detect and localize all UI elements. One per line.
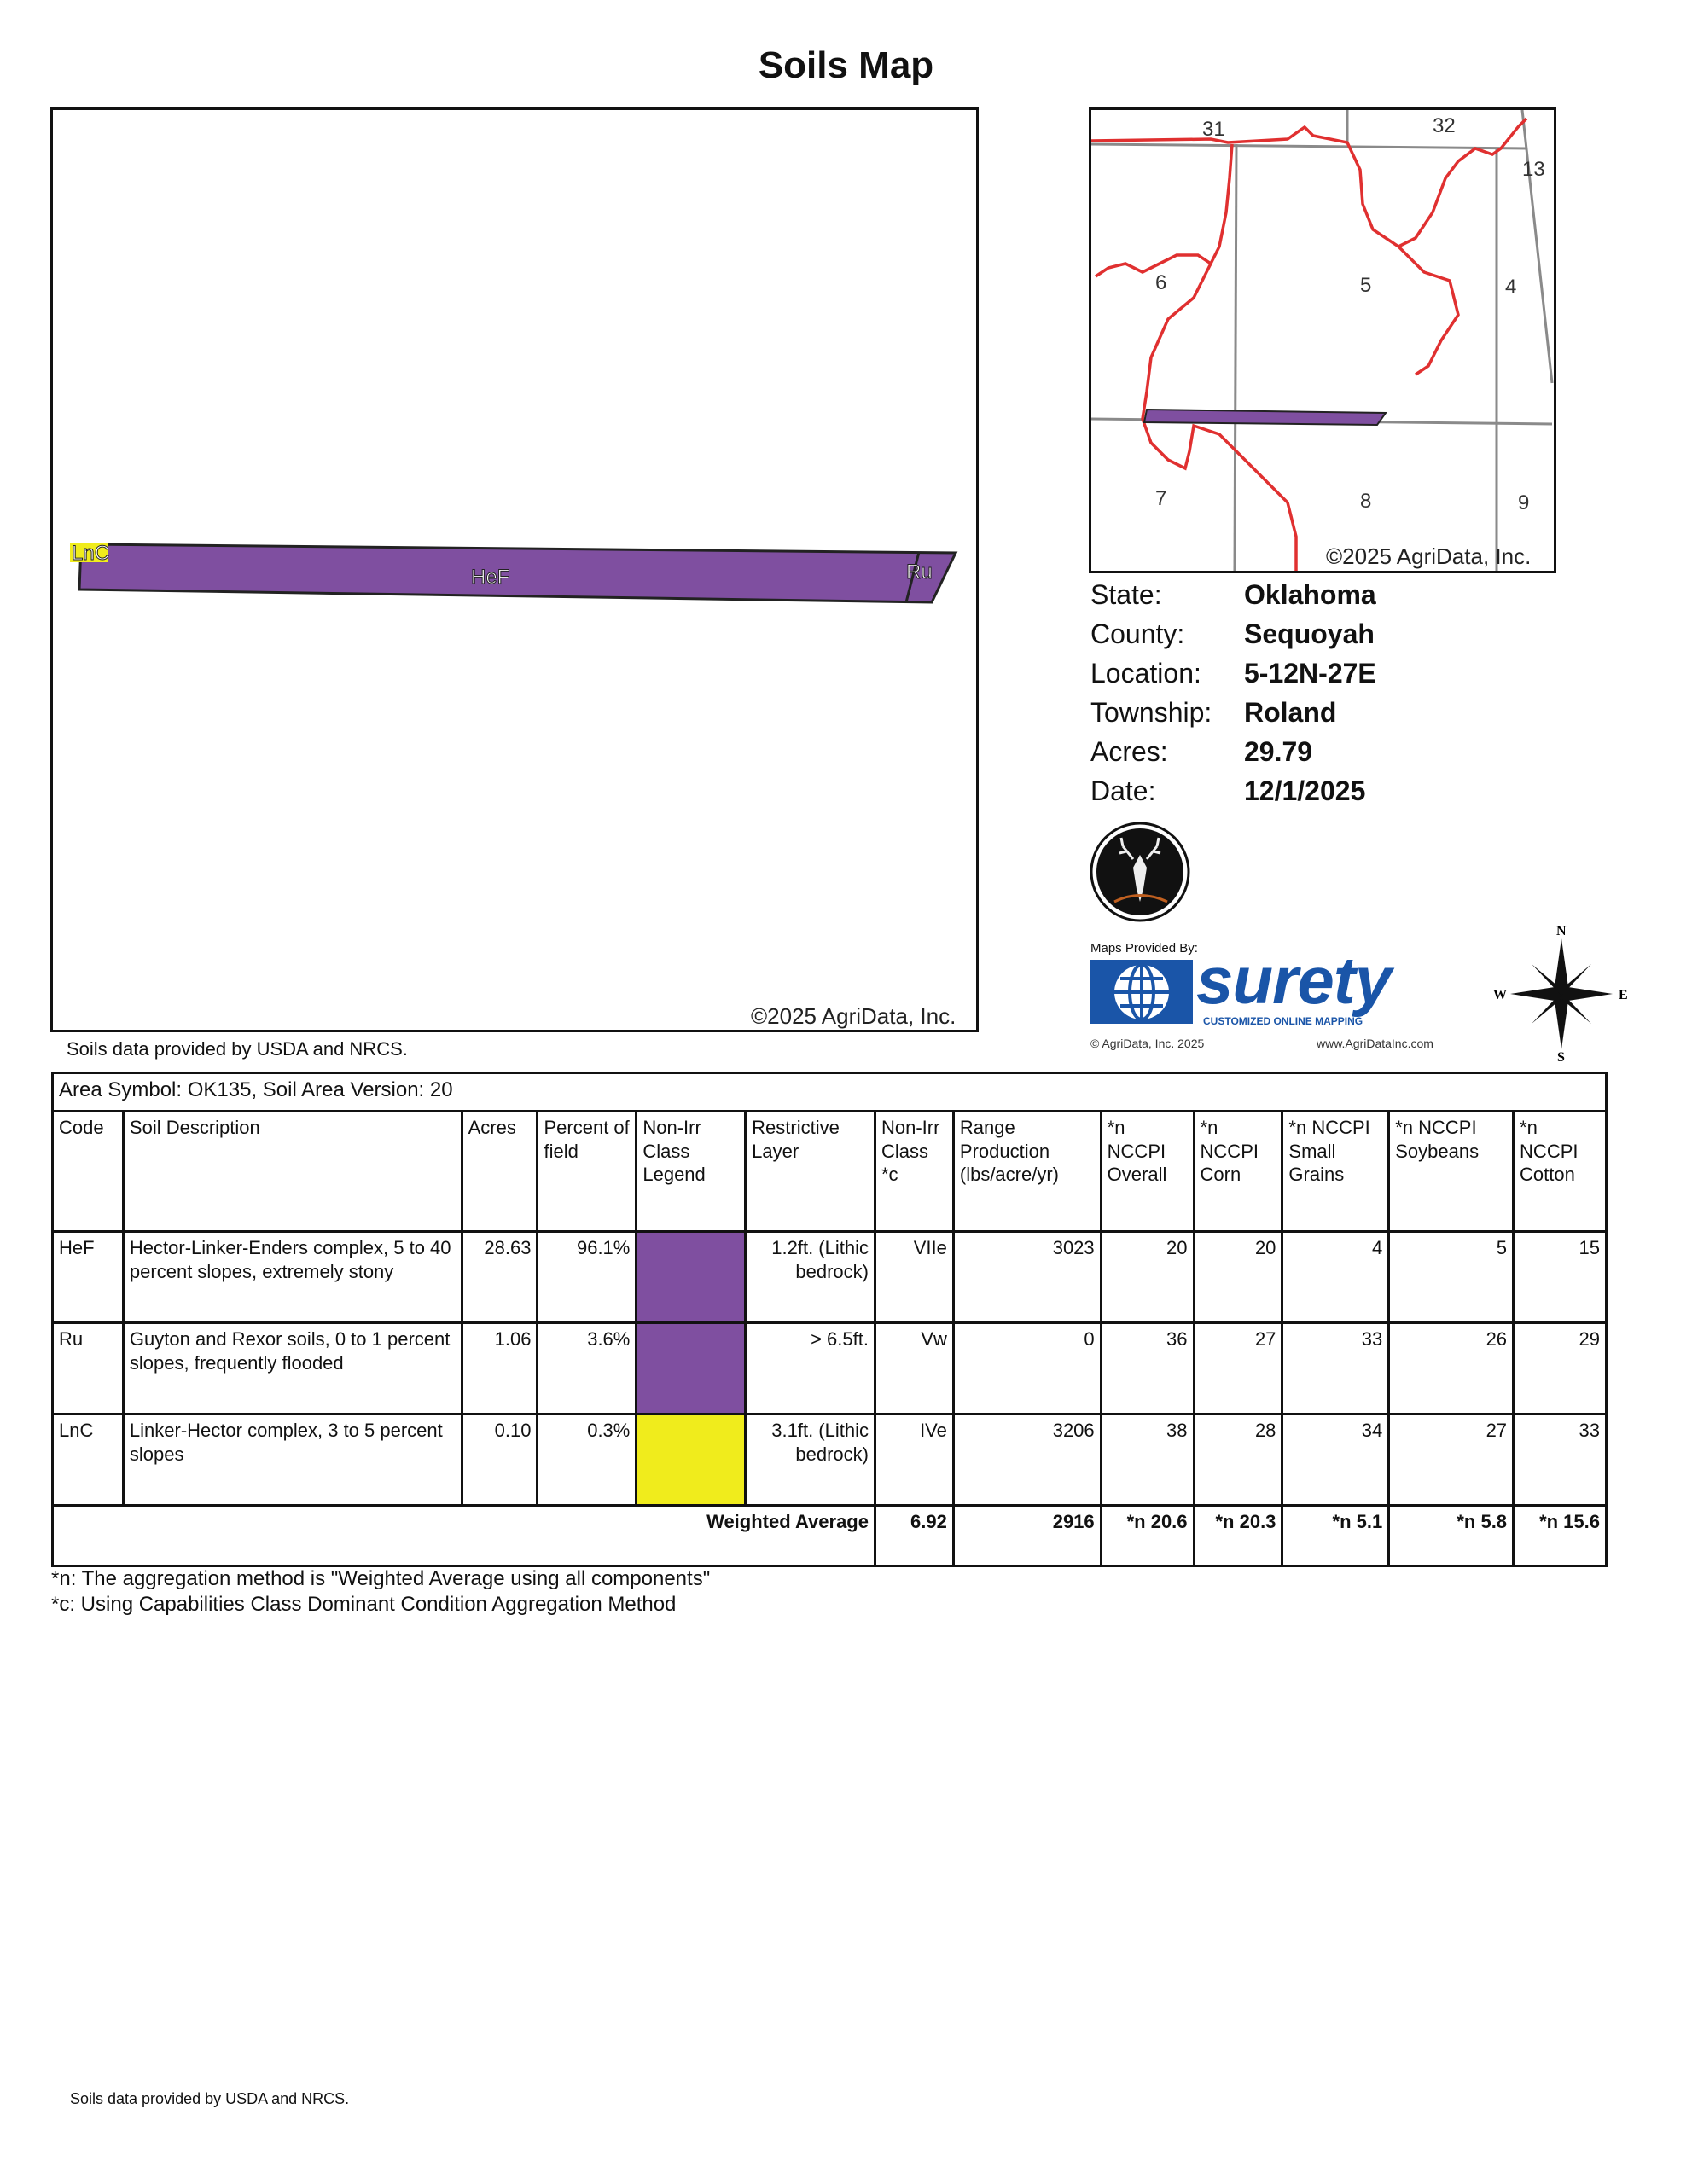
map-copyright: ©2025 AgriData, Inc. [751, 1003, 956, 1029]
cell-overall: 20 [1101, 1232, 1194, 1323]
cell-description: Linker-Hector complex, 3 to 5 percent slopes [123, 1414, 462, 1506]
table-row [53, 1323, 1607, 1414]
section-4: 4 [1505, 276, 1517, 299]
cell-soybeans: 27 [1389, 1414, 1514, 1506]
soils-source-top: Soils data provided by USDA and NRCS. [67, 1038, 408, 1060]
col-header-class: Non-Irr Class *c [875, 1112, 953, 1232]
area-symbol: Area Symbol: OK135, Soil Area Version: 20 [53, 1073, 1607, 1112]
cell-class: Vw [875, 1323, 953, 1414]
locator-map-canvas [1091, 110, 1554, 571]
maps-provided-by: Maps Provided By: [1090, 941, 1198, 956]
info-value: 29.79 [1244, 736, 1313, 767]
wa-overall: *n 20.6 [1101, 1506, 1194, 1566]
section-13: 13 [1522, 158, 1545, 181]
cell-small-grains: 4 [1282, 1232, 1389, 1323]
cell-soybeans: 5 [1389, 1232, 1514, 1323]
wa-range: 2916 [953, 1506, 1101, 1566]
col-header-legend: Non-Irr Class Legend [637, 1112, 746, 1232]
col-header-corn: *n NCCPI Corn [1194, 1112, 1282, 1232]
branding-copyright: © AgriData, Inc. 2025 [1090, 1037, 1205, 1050]
info-row-acres [1090, 732, 1376, 771]
legend-swatch [637, 1323, 746, 1414]
section-31: 31 [1202, 118, 1225, 141]
info-key: State: [1090, 579, 1162, 610]
hef-label: HeF [471, 566, 510, 589]
cell-code: LnC [53, 1414, 124, 1506]
cell-percent: 96.1% [538, 1232, 637, 1323]
cell-restrictive: 3.1ft. (Lithic bedrock) [746, 1414, 875, 1506]
soils-map[interactable] [50, 107, 979, 1032]
info-key: Date: [1090, 775, 1156, 806]
section-9: 9 [1518, 491, 1530, 514]
col-header-code: Code [53, 1112, 124, 1232]
info-value: Oklahoma [1244, 579, 1376, 610]
compass-south: S [1557, 1050, 1565, 1062]
col-header-cotton: *n NCCPI Cotton [1514, 1112, 1607, 1232]
property-info [1090, 575, 1376, 810]
cell-cotton: 29 [1514, 1323, 1607, 1414]
table-row [53, 1232, 1607, 1323]
lnc-label: LnC [72, 542, 110, 565]
info-row-date [1090, 771, 1376, 810]
info-row-township [1090, 693, 1376, 732]
cell-range: 3023 [953, 1232, 1101, 1323]
info-key: County: [1090, 619, 1185, 649]
locator-map[interactable] [1089, 107, 1556, 573]
cell-description: Hector-Linker-Enders complex, 5 to 40 percent slopes, extremely stony [123, 1232, 462, 1323]
section-7: 7 [1155, 487, 1167, 510]
info-key: Location: [1090, 658, 1201, 688]
info-row-location [1090, 653, 1376, 693]
table-row [53, 1414, 1607, 1506]
deer-logo-icon [1089, 821, 1191, 923]
legend-swatch [637, 1232, 746, 1323]
soils-source-bottom: Soils data provided by USDA and NRCS. [70, 2090, 350, 2107]
wa-class: 6.92 [875, 1506, 953, 1566]
cell-cotton: 33 [1514, 1414, 1607, 1506]
col-header-small-grains: *n NCCPI Small Grains [1282, 1112, 1389, 1232]
cell-acres: 28.63 [462, 1232, 538, 1323]
cell-overall: 36 [1101, 1323, 1194, 1414]
surety-logo-text: surety [1196, 943, 1392, 1018]
section-8: 8 [1360, 490, 1372, 513]
cell-restrictive: > 6.5ft. [746, 1323, 875, 1414]
note-aggregation: *n: The aggregation method is "Weighted Average using all components" [51, 1567, 711, 1590]
col-header-restrictive: Restrictive Layer [746, 1112, 875, 1232]
soils-map-canvas [53, 110, 976, 1030]
locator-field-polygon[interactable] [1144, 410, 1386, 425]
cell-code: Ru [53, 1323, 124, 1414]
cell-overall: 38 [1101, 1414, 1194, 1506]
cell-code: HeF [53, 1232, 124, 1323]
col-header-acres: Acres [462, 1112, 538, 1232]
compass-east: E [1619, 988, 1628, 1002]
section-5: 5 [1360, 274, 1372, 297]
branding-url[interactable]: www.AgriDataInc.com [1317, 1037, 1433, 1050]
cell-description: Guyton and Rexor soils, 0 to 1 percent slopes, frequently flooded [123, 1323, 462, 1414]
cell-soybeans: 26 [1389, 1323, 1514, 1414]
wa-soybeans: *n 5.8 [1389, 1506, 1514, 1566]
hef-polygon[interactable] [79, 544, 956, 602]
table-notes [51, 1566, 710, 1618]
cell-range: 3206 [953, 1414, 1101, 1506]
cell-corn: 28 [1194, 1414, 1282, 1506]
cell-class: IVe [875, 1414, 953, 1506]
info-row-state [1090, 575, 1376, 614]
globe-icon [1090, 960, 1193, 1024]
cell-acres: 1.06 [462, 1323, 538, 1414]
info-key: Township: [1090, 697, 1212, 728]
wa-small-grains: *n 5.1 [1282, 1506, 1389, 1566]
locator-copyright: ©2025 AgriData, Inc. [1326, 543, 1532, 569]
cell-range: 0 [953, 1323, 1101, 1414]
weighted-average-label: Weighted Average [53, 1506, 875, 1566]
section-32: 32 [1433, 114, 1456, 137]
wa-corn: *n 20.3 [1194, 1506, 1282, 1566]
soils-table [51, 1072, 1608, 1567]
ru-label: Ru [906, 561, 933, 584]
cell-class: VIIe [875, 1232, 953, 1323]
col-header-overall: *n NCCPI Overall [1101, 1112, 1194, 1232]
wa-cotton: *n 15.6 [1514, 1506, 1607, 1566]
cell-corn: 27 [1194, 1323, 1282, 1414]
legend-swatch [637, 1414, 746, 1506]
section-6: 6 [1155, 271, 1167, 294]
page-title: Soils Map [758, 44, 934, 86]
compass-west: W [1493, 988, 1507, 1002]
cell-restrictive: 1.2ft. (Lithic bedrock) [746, 1232, 875, 1323]
compass-north: N [1556, 926, 1567, 938]
surety-branding[interactable] [1090, 941, 1466, 1052]
cell-cotton: 15 [1514, 1232, 1607, 1323]
cell-percent: 3.6% [538, 1323, 637, 1414]
col-header-percent: Percent of field [538, 1112, 637, 1232]
note-capabilities: *c: Using Capabilities Class Dominant Condition Aggregation Method [51, 1593, 677, 1616]
cell-percent: 0.3% [538, 1414, 637, 1506]
info-key: Acres: [1090, 736, 1168, 767]
info-row-county [1090, 614, 1376, 653]
info-value: 12/1/2025 [1244, 775, 1366, 806]
col-header-description: Soil Description [123, 1112, 462, 1232]
weighted-average-row [53, 1506, 1607, 1566]
cell-small-grains: 33 [1282, 1323, 1389, 1414]
surety-tagline: CUSTOMIZED ONLINE MAPPING [1203, 1015, 1363, 1027]
compass-rose-icon [1493, 926, 1630, 1062]
info-value: Roland [1244, 697, 1337, 728]
cell-corn: 20 [1194, 1232, 1282, 1323]
cell-acres: 0.10 [462, 1414, 538, 1506]
info-value: Sequoyah [1244, 619, 1375, 649]
cell-small-grains: 34 [1282, 1414, 1389, 1506]
col-header-range: Range Production (lbs/acre/yr) [953, 1112, 1101, 1232]
info-value: 5-12N-27E [1244, 658, 1376, 688]
col-header-soybeans: *n NCCPI Soybeans [1389, 1112, 1514, 1232]
